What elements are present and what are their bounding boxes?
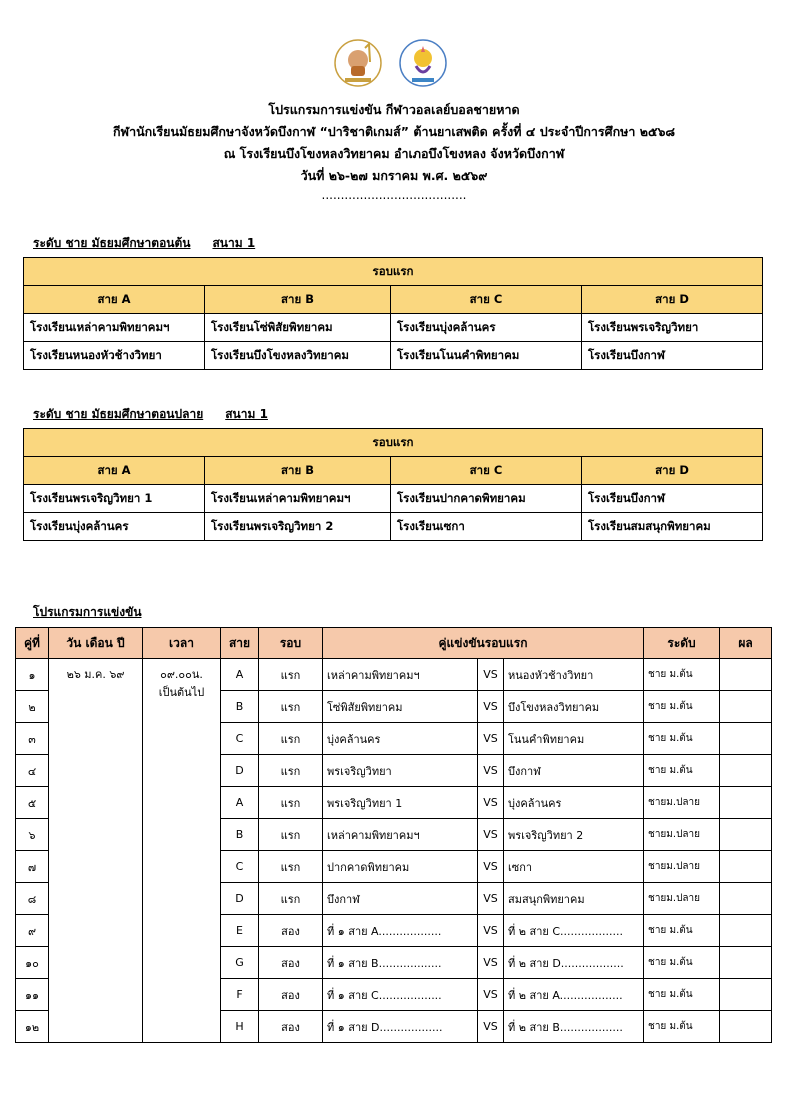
- document-header: [0, 99, 788, 205]
- match-result: [720, 691, 772, 723]
- match-round: แรก: [259, 819, 323, 851]
- match-round: แรก: [259, 723, 323, 755]
- header-result: ผล: [720, 628, 772, 659]
- section2-pool-table: [23, 428, 763, 541]
- header-event: กีฬานักเรียนมัธยมศึกษาจังหวัดบึงกาฬ “ปาริชาติเกมส์” ต้านยาเสพติด ครั้งที่ ๔ ประจำปีการศึกษา ๒๕๖๘: [112, 124, 676, 139]
- header-pool: สาย: [221, 628, 259, 659]
- pool-team: โรงเรียนเซกา: [391, 513, 582, 541]
- versus-label: VS: [478, 819, 504, 851]
- match-level: ชาย ม.ต้น: [644, 947, 720, 979]
- match-pool: C: [221, 723, 259, 755]
- table-row: [24, 342, 763, 370]
- match-round: แรก: [259, 691, 323, 723]
- time-onward: เป็นต้นไป: [158, 686, 205, 699]
- match-result: [720, 851, 772, 883]
- match-pool: C: [221, 851, 259, 883]
- match-round: แรก: [259, 883, 323, 915]
- pool-header-d: สาย D: [582, 286, 763, 314]
- table-row: [16, 659, 772, 691]
- match-no: ๕: [16, 787, 49, 819]
- pool-team: โรงเรียนเหล่าคามพิทยาคมฯ: [205, 485, 391, 513]
- match-level: ชาย ม.ต้น: [644, 755, 720, 787]
- team1: โซ่พิสัยพิทยาคม: [323, 691, 478, 723]
- match-no: ๘: [16, 883, 49, 915]
- section2-pool-header: [24, 457, 763, 485]
- team1: พรเจริญวิทยา: [323, 755, 478, 787]
- match-result: [720, 947, 772, 979]
- match-no: ๗: [16, 851, 49, 883]
- header-level: ระดับ: [644, 628, 720, 659]
- versus-label: VS: [478, 787, 504, 819]
- pool-team: โรงเรียนปากคาดพิทยาคม: [391, 485, 582, 513]
- pool-team: โรงเรียนพรเจริญวิทยา 1: [24, 485, 205, 513]
- match-pool: G: [221, 947, 259, 979]
- pool-team: โรงเรียนโซ่พิสัยพิทยาคม: [205, 314, 391, 342]
- match-no: ๖: [16, 819, 49, 851]
- match-result: [720, 755, 772, 787]
- match-round: สอง: [259, 915, 323, 947]
- versus-label: VS: [478, 659, 504, 691]
- team1: บุ่งคล้านคร: [323, 723, 478, 755]
- program-body: [16, 659, 772, 1043]
- pool-header-b: สาย B: [205, 457, 391, 485]
- team2: ที่ ๒ สาย A..................: [504, 979, 644, 1011]
- match-result: [720, 979, 772, 1011]
- versus-label: VS: [478, 915, 504, 947]
- pool-header-a: สาย A: [24, 286, 205, 314]
- match-level: ชาย ม.ต้น: [644, 659, 720, 691]
- organizer-logo: [398, 38, 448, 88]
- section1-round: รอบแรก: [24, 258, 763, 286]
- match-pool: E: [221, 915, 259, 947]
- match-round: แรก: [259, 787, 323, 819]
- header-matchup: คู่แข่งขันรอบแรก: [323, 628, 644, 659]
- section2-level: ระดับ ชาย มัธยมศึกษาตอนปลาย: [33, 407, 204, 421]
- match-level: ชาย ม.ต้น: [644, 979, 720, 1011]
- program-table: [15, 627, 772, 1043]
- header-no: คู่ที่: [16, 628, 49, 659]
- pool-team: โรงเรียนหนองหัวช้างวิทยา: [24, 342, 205, 370]
- match-level: ชาย ม.ต้น: [644, 723, 720, 755]
- team2: เซกา: [504, 851, 644, 883]
- match-round: สอง: [259, 947, 323, 979]
- match-no: ๑๒: [16, 1011, 49, 1043]
- program-header-row: [16, 628, 772, 659]
- pool-header-c: สาย C: [391, 457, 582, 485]
- pool-team: โรงเรียนบึงกาฬ: [582, 342, 763, 370]
- versus-label: VS: [478, 979, 504, 1011]
- versus-label: VS: [478, 1011, 504, 1043]
- section1-level: ระดับ ชาย มัธยมศึกษาตอนต้น: [33, 236, 191, 250]
- section1-label: [33, 234, 255, 253]
- header-date: วัน เดือน ปี: [49, 628, 143, 659]
- match-no: ๓: [16, 723, 49, 755]
- match-level: ชายม.ปลาย: [644, 819, 720, 851]
- header-venue: ณ โรงเรียนบึงโขงหลงวิทยาคม อำเภอบึงโขงหลง จังหวัดบึงกาฬ: [223, 146, 565, 161]
- versus-label: VS: [478, 947, 504, 979]
- pool-team: โรงเรียนบึงกาฬ: [582, 485, 763, 513]
- team2: บุ่งคล้านคร: [504, 787, 644, 819]
- versus-label: VS: [478, 883, 504, 915]
- section2-court: สนาม 1: [225, 407, 268, 421]
- match-result: [720, 659, 772, 691]
- match-level: ชาย ม.ต้น: [644, 691, 720, 723]
- header-date: วันที่ ๒๖-๒๗ มกราคม พ.ศ. ๒๕๖๙: [300, 168, 488, 183]
- table-row: [24, 513, 763, 541]
- versus-label: VS: [478, 723, 504, 755]
- time-start: ๐๙.๐๐น.: [160, 668, 203, 681]
- school-games-logo: [333, 38, 383, 88]
- match-round: แรก: [259, 755, 323, 787]
- team2: โนนคำพิทยาคม: [504, 723, 644, 755]
- section2-round-row: [24, 429, 763, 457]
- pool-team: โรงเรียนบุ่งคล้านคร: [24, 513, 205, 541]
- header-round: รอบ: [259, 628, 323, 659]
- match-pool: H: [221, 1011, 259, 1043]
- table-row: [24, 485, 763, 513]
- pool-team: โรงเรียนพรเจริญวิทยา 2: [205, 513, 391, 541]
- pool-team: โรงเรียนบึงโขงหลงวิทยาคม: [205, 342, 391, 370]
- match-no: ๑๑: [16, 979, 49, 1011]
- team1: ที่ ๑ สาย B..................: [323, 947, 478, 979]
- match-pool: A: [221, 659, 259, 691]
- pool-team: โรงเรียนเหล่าคามพิทยาคมฯ: [24, 314, 205, 342]
- pool-header-d: สาย D: [582, 457, 763, 485]
- pool-header-a: สาย A: [24, 457, 205, 485]
- match-level: ชาย ม.ต้น: [644, 1011, 720, 1043]
- pool-team: โรงเรียนโนนคำพิทยาคม: [391, 342, 582, 370]
- match-round: สอง: [259, 979, 323, 1011]
- match-no: ๑: [16, 659, 49, 691]
- match-level: ชายม.ปลาย: [644, 787, 720, 819]
- pool-header-c: สาย C: [391, 286, 582, 314]
- match-pool: F: [221, 979, 259, 1011]
- match-result: [720, 1011, 772, 1043]
- team1: พรเจริญวิทยา 1: [323, 787, 478, 819]
- match-no: ๙: [16, 915, 49, 947]
- team2: สมสนุกพิทยาคม: [504, 883, 644, 915]
- section2-label: [33, 405, 268, 424]
- match-round: แรก: [259, 659, 323, 691]
- team1: ปากคาดพิทยาคม: [323, 851, 478, 883]
- team1: เหล่าคามพิทยาคมฯ: [323, 659, 478, 691]
- match-result: [720, 915, 772, 947]
- section1-pool-table: [23, 257, 763, 370]
- team1: ที่ ๑ สาย C..................: [323, 979, 478, 1011]
- team1: บึงกาฬ: [323, 883, 478, 915]
- team2: พรเจริญวิทยา 2: [504, 819, 644, 851]
- match-level: ชาย ม.ต้น: [644, 915, 720, 947]
- section2-round: รอบแรก: [24, 429, 763, 457]
- match-result: [720, 787, 772, 819]
- section1-pool-header: [24, 286, 763, 314]
- match-result: [720, 723, 772, 755]
- pool-team: โรงเรียนสมสนุกพิทยาคม: [582, 513, 763, 541]
- header-title: โปรแกรมการแข่งขัน กีฬาวอลเลย์บอลชายหาด: [268, 102, 520, 117]
- header-time: เวลา: [143, 628, 221, 659]
- match-result: [720, 883, 772, 915]
- section1-round-row: [24, 258, 763, 286]
- match-pool: D: [221, 755, 259, 787]
- program-title: โปรแกรมการแข่งขัน: [33, 605, 142, 619]
- section1-court: สนาม 1: [212, 236, 256, 250]
- table-row: [24, 314, 763, 342]
- versus-label: VS: [478, 755, 504, 787]
- team2: บึงกาฬ: [504, 755, 644, 787]
- team2: หนองหัวช้างวิทยา: [504, 659, 644, 691]
- pool-team: โรงเรียนบุ่งคล้านคร: [391, 314, 582, 342]
- versus-label: VS: [478, 691, 504, 723]
- match-level: ชายม.ปลาย: [644, 851, 720, 883]
- logos-row: [0, 38, 788, 88]
- versus-label: VS: [478, 851, 504, 883]
- match-round: สอง: [259, 1011, 323, 1043]
- match-no: ๒: [16, 691, 49, 723]
- match-result: [720, 819, 772, 851]
- match-no: ๑๐: [16, 947, 49, 979]
- team2: ที่ ๒ สาย B..................: [504, 1011, 644, 1043]
- pool-team: โรงเรียนพรเจริญวิทยา: [582, 314, 763, 342]
- team1: ที่ ๑ สาย A..................: [323, 915, 478, 947]
- header-dots: ......................................: [321, 188, 467, 202]
- match-no: ๔: [16, 755, 49, 787]
- team2: ที่ ๒ สาย D..................: [504, 947, 644, 979]
- team2: บึงโขงหลงวิทยาคม: [504, 691, 644, 723]
- match-level: ชายม.ปลาย: [644, 883, 720, 915]
- pool-header-b: สาย B: [205, 286, 391, 314]
- match-pool: B: [221, 691, 259, 723]
- team2: ที่ ๒ สาย C..................: [504, 915, 644, 947]
- team1: ที่ ๑ สาย D..................: [323, 1011, 478, 1043]
- match-time: [143, 659, 221, 1043]
- match-pool: B: [221, 819, 259, 851]
- team1: เหล่าคามพิทยาคมฯ: [323, 819, 478, 851]
- match-date: ๒๖ ม.ค. ๖๙: [49, 659, 143, 1043]
- match-pool: D: [221, 883, 259, 915]
- match-round: แรก: [259, 851, 323, 883]
- match-pool: A: [221, 787, 259, 819]
